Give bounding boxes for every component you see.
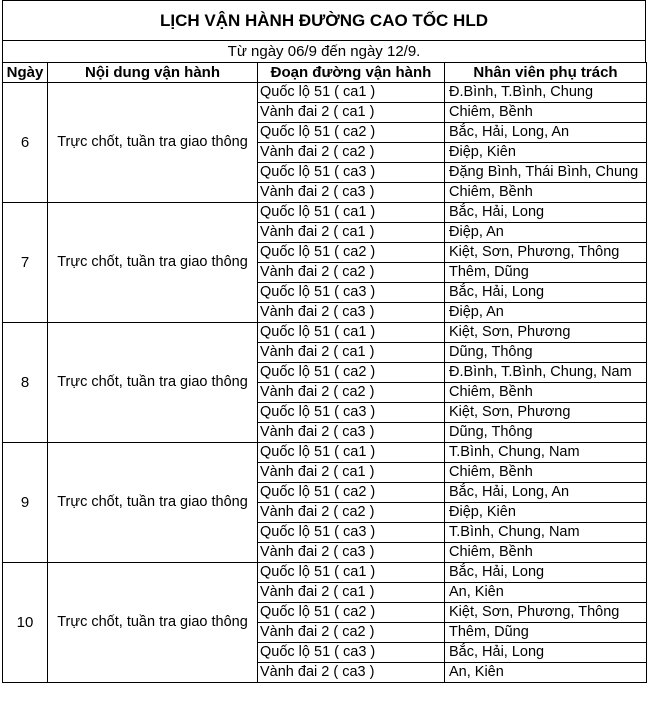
header-staff[interactable]: Nhân viên phụ trách [445,63,647,83]
schedule-body [3,83,647,683]
road-cell[interactable]: Quốc lộ 51 ( ca3 ) [258,163,445,183]
road-cell[interactable]: Quốc lộ 51 ( ca2 ) [258,243,445,263]
schedule-table [2,62,647,683]
table-row [3,443,647,463]
staff-cell[interactable]: Bắc, Hải, Long, An [445,483,647,503]
table-row [3,323,647,343]
staff-cell[interactable]: Dũng, Thông [445,423,647,443]
road-cell[interactable]: Vành đai 2 ( ca2 ) [258,383,445,403]
staff-cell[interactable]: Bắc, Hải, Long [445,643,647,663]
road-cell[interactable]: Vành đai 2 ( ca2 ) [258,503,445,523]
table-row [3,83,647,103]
staff-cell[interactable]: Chiêm, Bềnh [445,463,647,483]
day-cell[interactable]: 8 [3,323,48,443]
road-cell[interactable]: Vành đai 2 ( ca3 ) [258,663,445,683]
staff-cell[interactable]: Bắc, Hải, Long, An [445,123,647,143]
staff-cell[interactable]: Thêm, Dũng [445,263,647,283]
road-cell[interactable]: Vành đai 2 ( ca3 ) [258,543,445,563]
road-cell[interactable]: Quốc lộ 51 ( ca2 ) [258,483,445,503]
road-cell[interactable]: Quốc lộ 51 ( ca1 ) [258,83,445,103]
staff-cell[interactable]: Bắc, Hải, Long [445,563,647,583]
day-cell[interactable]: 6 [3,83,48,203]
staff-cell[interactable]: Thêm, Dũng [445,623,647,643]
day-cell[interactable]: 10 [3,563,48,683]
road-cell[interactable]: Vành đai 2 ( ca1 ) [258,463,445,483]
staff-cell[interactable]: Kiệt, Sơn, Phương [445,403,647,423]
staff-cell[interactable]: Kiệt, Sơn, Phương, Thông [445,603,647,623]
road-cell[interactable]: Quốc lộ 51 ( ca1 ) [258,563,445,583]
road-cell[interactable]: Quốc lộ 51 ( ca3 ) [258,283,445,303]
header-day[interactable]: Ngày [3,63,48,83]
header-content[interactable]: Nội dung vận hành [48,63,258,83]
content-cell[interactable]: Trực chốt, tuần tra giao thông [48,323,258,443]
staff-cell[interactable]: Bắc, Hải, Long [445,203,647,223]
staff-cell[interactable]: T.Bình, Chung, Nam [445,523,647,543]
staff-cell[interactable]: Đ.Bình, T.Bình, Chung, Nam [445,363,647,383]
road-cell[interactable]: Quốc lộ 51 ( ca2 ) [258,363,445,383]
road-cell[interactable]: Vành đai 2 ( ca1 ) [258,103,445,123]
header-road[interactable]: Đoạn đường vận hành [258,63,445,83]
road-cell[interactable]: Vành đai 2 ( ca2 ) [258,143,445,163]
road-cell[interactable]: Quốc lộ 51 ( ca3 ) [258,643,445,663]
staff-cell[interactable]: Chiêm, Bềnh [445,383,647,403]
road-cell[interactable]: Vành đai 2 ( ca1 ) [258,343,445,363]
road-cell[interactable]: Vành đai 2 ( ca1 ) [258,223,445,243]
content-cell[interactable]: Trực chốt, tuần tra giao thông [48,443,258,563]
staff-cell[interactable]: Điệp, An [445,223,647,243]
road-cell[interactable]: Vành đai 2 ( ca3 ) [258,423,445,443]
road-cell[interactable]: Vành đai 2 ( ca3 ) [258,183,445,203]
staff-cell[interactable]: Bắc, Hải, Long [445,283,647,303]
table-row [3,203,647,223]
staff-cell[interactable]: Đặng Bình, Thái Bình, Chung [445,163,647,183]
day-cell[interactable]: 9 [3,443,48,563]
staff-cell[interactable]: Chiêm, Bềnh [445,543,647,563]
date-range[interactable]: Từ ngày 06/9 đến ngày 12/9. [2,40,646,62]
staff-cell[interactable]: Chiêm, Bềnh [445,103,647,123]
staff-cell[interactable]: Dũng, Thông [445,343,647,363]
sheet-title[interactable]: LỊCH VẬN HÀNH ĐƯỜNG CAO TỐC HLD [2,0,646,40]
staff-cell[interactable]: T.Bình, Chung, Nam [445,443,647,463]
staff-cell[interactable]: Kiệt, Sơn, Phương [445,323,647,343]
staff-cell[interactable]: An, Kiên [445,583,647,603]
content-cell[interactable]: Trực chốt, tuần tra giao thông [48,563,258,683]
road-cell[interactable]: Quốc lộ 51 ( ca1 ) [258,203,445,223]
road-cell[interactable]: Quốc lộ 51 ( ca3 ) [258,403,445,423]
road-cell[interactable]: Quốc lộ 51 ( ca2 ) [258,123,445,143]
content-cell[interactable]: Trực chốt, tuần tra giao thông [48,203,258,323]
road-cell[interactable]: Vành đai 2 ( ca2 ) [258,623,445,643]
table-row [3,563,647,583]
road-cell[interactable]: Vành đai 2 ( ca3 ) [258,303,445,323]
day-cell[interactable]: 7 [3,203,48,323]
road-cell[interactable]: Quốc lộ 51 ( ca3 ) [258,523,445,543]
staff-cell[interactable]: Chiêm, Bềnh [445,183,647,203]
content-cell[interactable]: Trực chốt, tuần tra giao thông [48,83,258,203]
header-row [3,63,647,83]
staff-cell[interactable]: An, Kiên [445,663,647,683]
staff-cell[interactable]: Điệp, Kiên [445,143,647,163]
road-cell[interactable]: Vành đai 2 ( ca1 ) [258,583,445,603]
staff-cell[interactable]: Điệp, Kiên [445,503,647,523]
staff-cell[interactable]: Đ.Bình, T.Bình, Chung [445,83,647,103]
road-cell[interactable]: Quốc lộ 51 ( ca1 ) [258,443,445,463]
road-cell[interactable]: Quốc lộ 51 ( ca2 ) [258,603,445,623]
road-cell[interactable]: Vành đai 2 ( ca2 ) [258,263,445,283]
staff-cell[interactable]: Kiệt, Sơn, Phương, Thông [445,243,647,263]
staff-cell[interactable]: Điệp, An [445,303,647,323]
schedule-sheet [2,0,646,683]
road-cell[interactable]: Quốc lộ 51 ( ca1 ) [258,323,445,343]
